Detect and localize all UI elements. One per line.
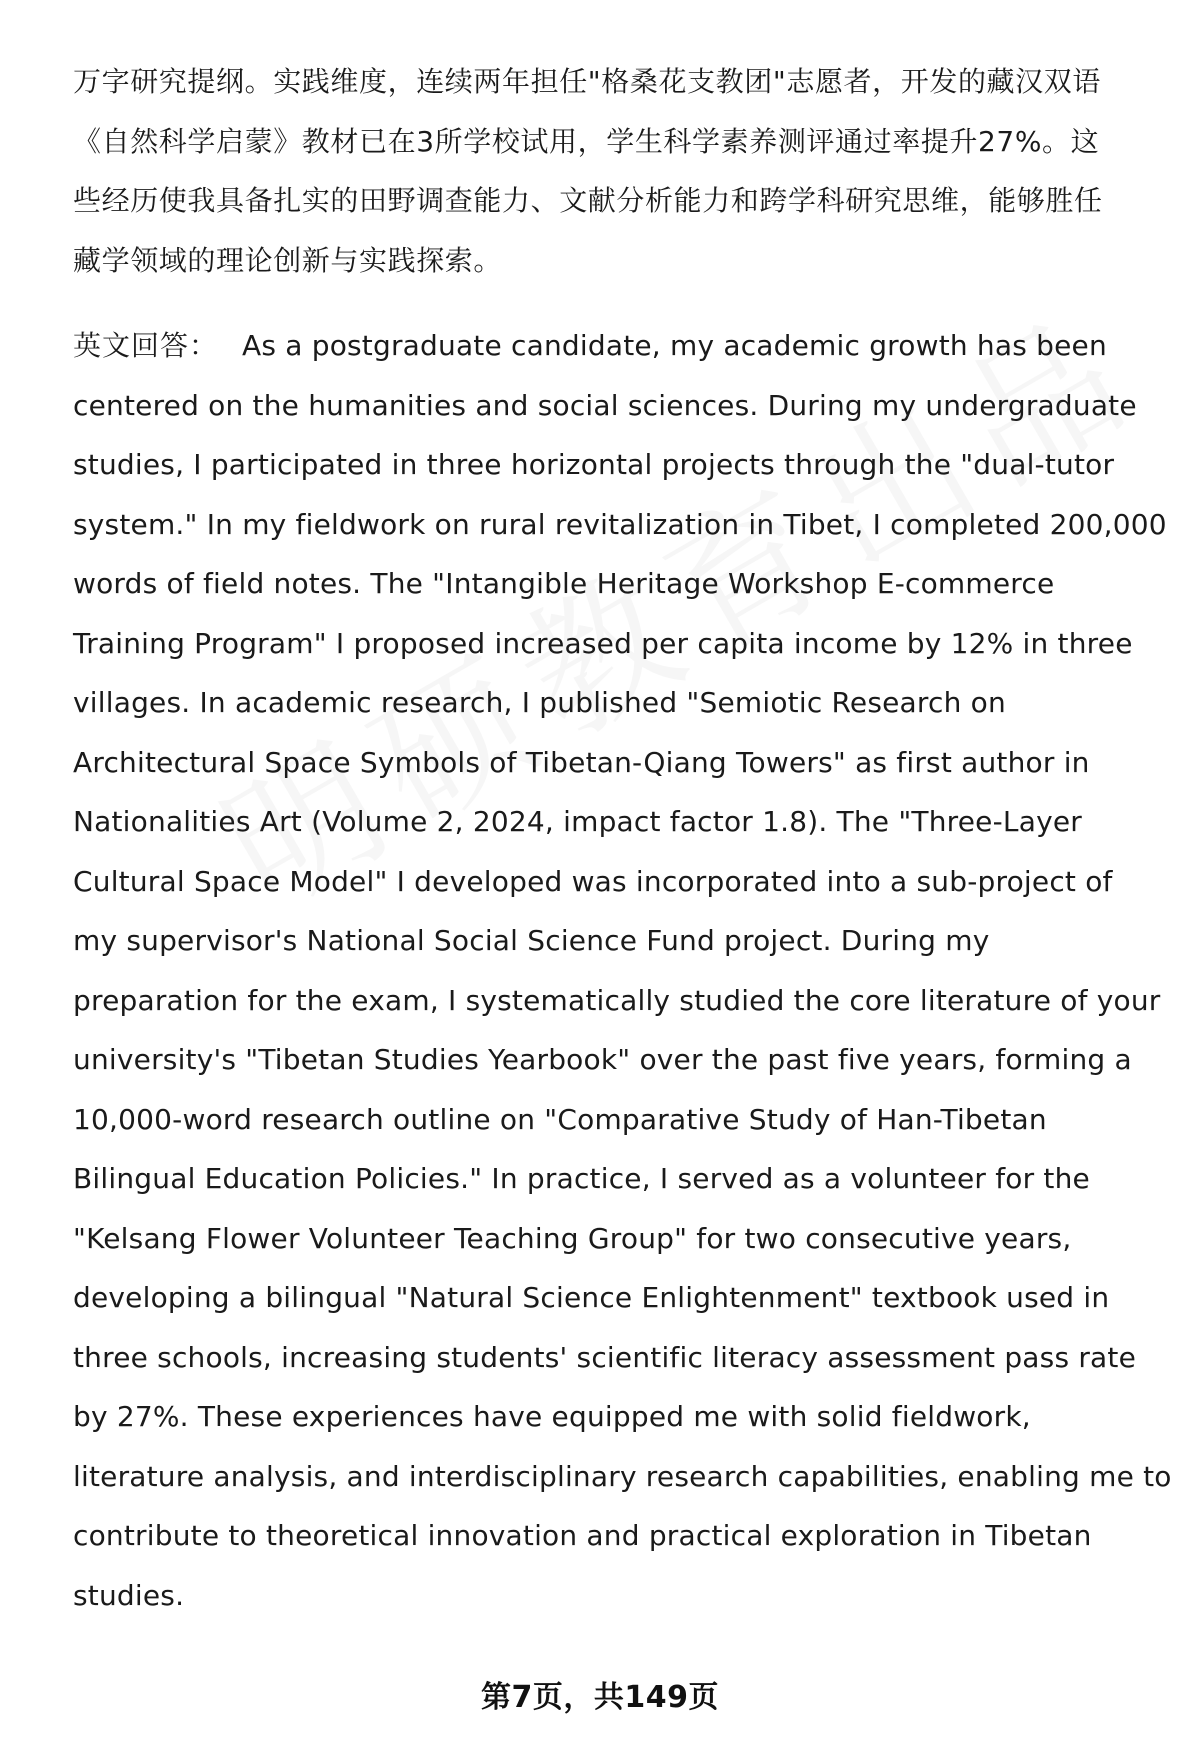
english-first-line bbox=[73, 316, 1172, 376]
english-line: Architectural Space Symbols of Tibetan-Qiang Towers" as first author in bbox=[73, 745, 1090, 779]
english-answer-label: 英文回答： bbox=[73, 329, 219, 362]
english-line: 10,000-word research outline on "Comparative Study of Han-Tibetan bbox=[73, 1102, 1047, 1136]
english-line: developing a bilingual "Natural Science Enlightenment" textbook used in bbox=[73, 1281, 1110, 1314]
english-line: university's "Tibetan Studies Yearbook" over the past five years, forming a bbox=[73, 1043, 1132, 1076]
english-line: Cultural Space Model" I developed was incorporated into a sub-project of bbox=[73, 864, 1113, 898]
english-line: words of field notes. The "Intangible Heritage Workshop E-commerce bbox=[73, 567, 1055, 600]
english-line: villages. In academic research, I published "Semiotic Research on bbox=[73, 686, 1006, 719]
english-line: contribute to theoretical innovation and practical exploration in Tibetan bbox=[73, 1519, 1092, 1552]
english-answer bbox=[73, 316, 1172, 1625]
chinese-paragraph bbox=[73, 52, 1153, 290]
english-line: studies. bbox=[73, 1578, 185, 1612]
english-line: system." In my fieldwork on rural revitalization in Tibet, I completed 200,000 bbox=[73, 507, 1167, 541]
english-line: centered on the humanities and social sciences. During my undergraduate bbox=[73, 388, 1137, 422]
english-line: "Kelsang Flower Volunteer Teaching Group" for two consecutive years, bbox=[73, 1221, 1072, 1255]
english-line: literature analysis, and interdisciplinary research capabilities, enabling me to bbox=[73, 1459, 1172, 1493]
english-line: my supervisor's National Social Science Fund project. During my bbox=[73, 924, 990, 957]
english-line: three schools, increasing students' scientific literacy assessment pass rate bbox=[73, 1340, 1137, 1374]
document-page bbox=[73, 52, 1172, 1612]
chinese-line: 《自然科学启蒙》教材已在3所学校试用，学生科学素养测评通过率提升27%。这 bbox=[73, 124, 1100, 158]
english-line: preparation for the exam, I systematically studied the core literature of your bbox=[73, 983, 1161, 1017]
english-line: Bilingual Education Policies." In practice, I served as a volunteer for the bbox=[73, 1162, 1090, 1195]
chinese-line: 万字研究提纲。实践维度，连续两年担任"格桑花支教团"志愿者，开发的藏汉双语 bbox=[73, 65, 1101, 98]
page-indicator: 第7页，共149页 bbox=[481, 1680, 719, 1715]
english-line: Nationalities Art (Volume 2, 2024, impact factor 1.8). The "Three-Layer bbox=[73, 805, 1082, 838]
chinese-line: 些经历使我具备扎实的田野调查能力、文献分析能力和跨学科研究思维，能够胜任 bbox=[73, 184, 1103, 217]
chinese-line: 藏学领域的理论创新与实践探索。 bbox=[73, 243, 503, 277]
english-line: by 27%. These experiences have equipped me with solid fieldwork, bbox=[73, 1400, 1031, 1433]
english-line: Training Program" I proposed increased per capita income by 12% in three bbox=[73, 626, 1133, 660]
english-line: studies, I participated in three horizontal projects through the "dual-tutor bbox=[73, 448, 1115, 481]
english-line: As a postgraduate candidate, my academic growth has been bbox=[242, 329, 1107, 362]
